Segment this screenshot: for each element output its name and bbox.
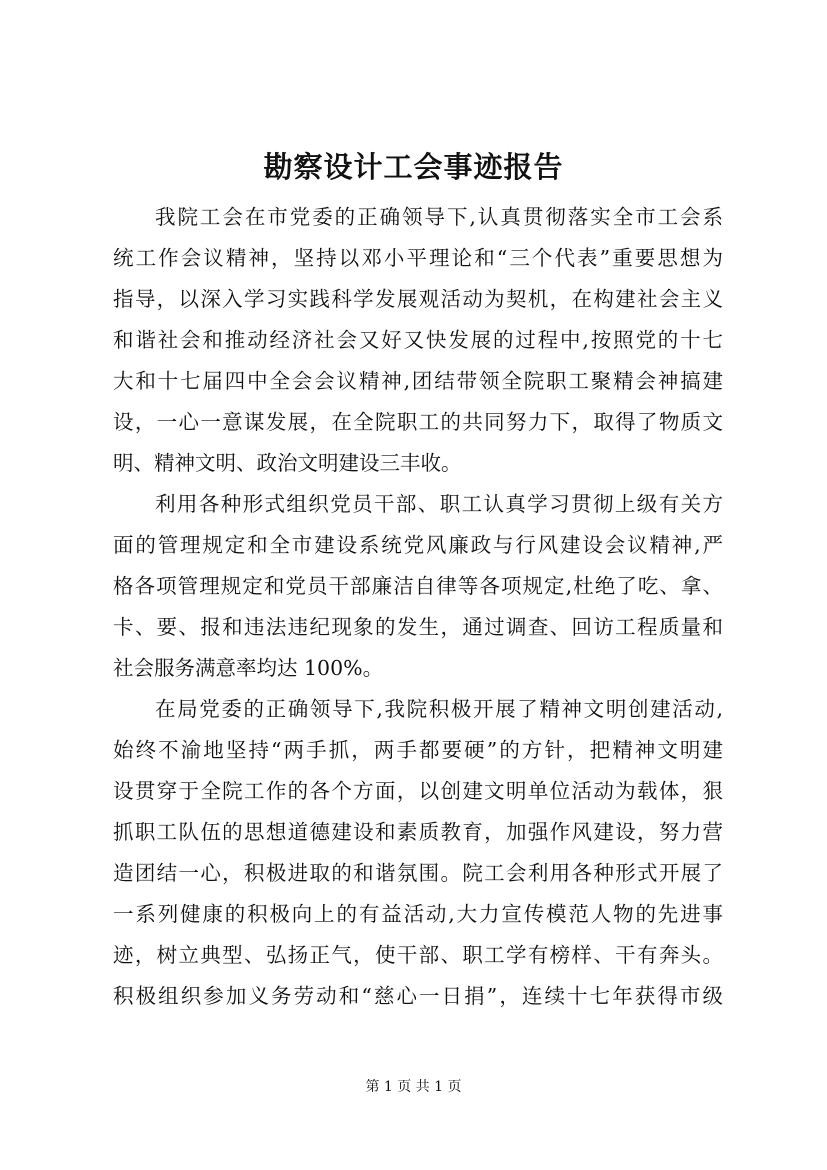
paragraph-line: 迹，树立典型、弘扬正气，使干部、职工学有榜样、干有奔头。 — [113, 943, 723, 967]
paragraph-3 — [113, 689, 723, 1017]
paragraph-1 — [113, 197, 723, 484]
paragraph-line: 造团结一心，积极进取的和谐氛围。院工会利用各种形式开展了 — [113, 861, 723, 885]
document-body — [113, 197, 723, 1017]
paragraph-line: 设，一心一意谋发展，在全院职工的共同努力下，取得了物质文 — [113, 410, 723, 434]
paragraph-line: 在局党委的正确领导下,我院积极开展了精神文明创建活动, — [155, 697, 723, 721]
paragraph-line: 和谐社会和推动经济社会又好又快发展的过程中,按照党的十七 — [113, 328, 723, 352]
paragraph-line: 积极组织参加义务劳动和“慈心一日捐”，连续十七年获得市级 — [113, 984, 723, 1008]
paragraph-line: 社会服务满意率均达 100%。 — [113, 656, 384, 680]
paragraph-line: 指导，以深入学习实践科学发展观活动为契机，在构建社会主义 — [113, 287, 723, 311]
paragraph-line: 设贯穿于全院工作的各个方面，以创建文明单位活动为载体，狠 — [113, 779, 723, 803]
paragraph-line: 面的管理规定和全市建设系统党风廉政与行风建设会议精神,严 — [113, 533, 723, 557]
paragraph-line: 利用各种形式组织党员干部、职工认真学习贯彻上级有关方 — [155, 492, 723, 516]
paragraph-line: 格各项管理规定和党员干部廉洁自律等各项规定,杜绝了吃、拿、 — [113, 574, 723, 598]
paragraph-line: 一系列健康的积极向上的有益活动,大力宣传模范人物的先进事 — [113, 902, 723, 926]
paragraph-line: 统工作会议精神，坚持以邓小平理论和“三个代表”重要思想为 — [113, 246, 723, 270]
paragraph-line: 我院工会在市党委的正确领导下,认真贯彻落实全市工会系 — [155, 205, 723, 229]
paragraph-line: 卡、要、报和违法违纪现象的发生，通过调查、回访工程质量和 — [113, 615, 723, 639]
paragraph-2 — [113, 484, 723, 689]
paragraph-line: 抓职工队伍的思想道德建设和素质教育，加强作风建设，努力营 — [113, 820, 723, 844]
paragraph-line: 明、精神文明、政治文明建设三丰收。 — [113, 451, 462, 475]
paragraph-line: 大和十七届四中全会会议精神,团结带领全院职工聚精会神搞建 — [113, 369, 723, 393]
page-footer: 第 1 页 共 1 页 — [365, 1079, 462, 1095]
paragraph-line: 始终不渝地坚持“两手抓，两手都要硬”的方针，把精神文明建 — [113, 738, 723, 762]
document-title: 勘察设计工会事迹报告 — [263, 150, 564, 184]
